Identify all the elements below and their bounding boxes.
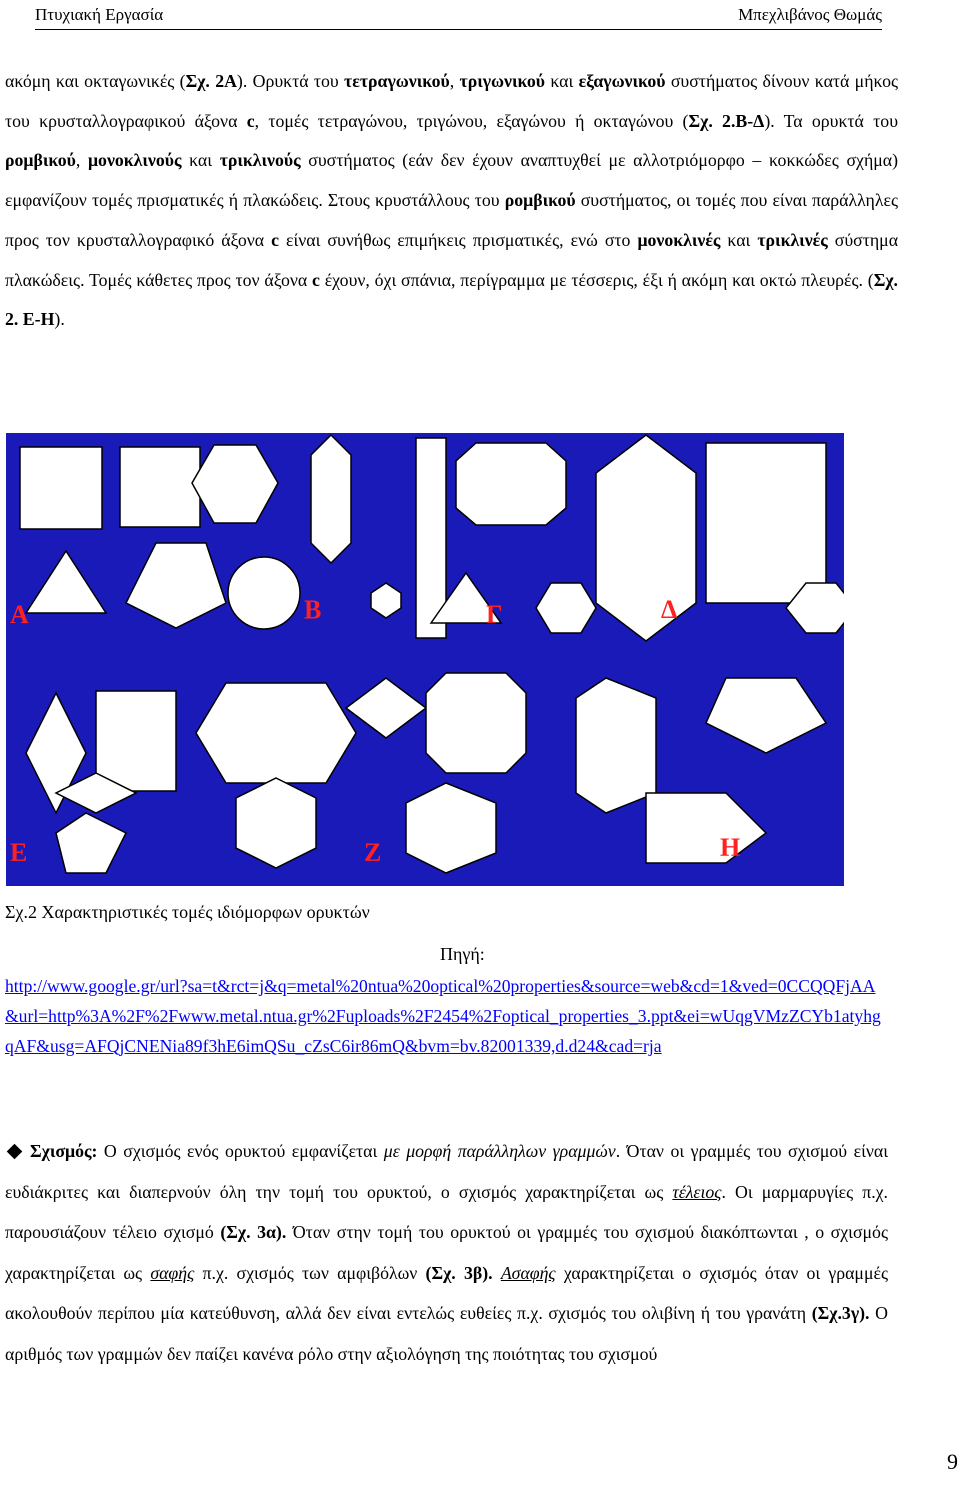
paragraph-cleavage: Σχισμός: Ο σχισμός ενός ορυκτού εμφανίζεται με μορφή παράλληλων γραμμών. Όταν οι γραμμές του σχισμού είναι ευδιάκριτες και διαπερνούν όλη την τομή του ορυκτού, ο σχισμός χαρακτηρίζεται ως τέλειος. Οι μαρμαρυγίες π.χ. παρουσιάζουν τέλειο σχισμό (Σχ. 3α). Όταν στην τομή του ορυκτού οι γραμμές του σχισμού διακόπτωνται , ο σχισμός χαρακτηρίζεται ως σαφής π.χ. σχισμός των αμφιβόλων (Σχ. 3β). Ασαφής χαρακτηρίζεται ο σχισμός όταν οι γραμμές ακολουθούν περίπου μία κατεύθυνση, αλλά δεν είναι εντελώς ευθείες π.χ. σχισμός του ολιβίνη ή του γρανάτη (Σχ.3γ). Ο αριθμός των γραμμών δεν παίζει κανένα ρόλο στην αξιολόγηση της ποιότητας του σχισμού xyxy=(5,1141,888,1364)
figure-label-a: Α xyxy=(10,600,29,629)
header-right: Μπεχλιβάνος Θωμάς xyxy=(738,5,882,24)
page-header xyxy=(35,3,882,30)
square-section xyxy=(20,447,102,529)
hexagon-section-5 xyxy=(236,778,316,868)
figure-label-b: Β xyxy=(304,595,322,624)
figure-label-e: Ε xyxy=(10,838,28,867)
prism-section xyxy=(311,435,351,563)
figure-label-g: Γ xyxy=(486,600,503,629)
octagon-section xyxy=(456,443,566,525)
slab-section xyxy=(576,678,656,813)
paragraph-crystal-sections: ακόμη και οκταγωνικές (Σχ. 2Α). Ορυκτά του τετραγωνικού, τριγωνικού και εξαγωνικού συστήματος δίνουν κατά μήκος του κρυσταλλογραφικού άξονα c, τομές τετραγώνου, τριγώνου, εξαγώνου ή οκταγώνου (Σχ. 2.Β-Δ). Τα ορυκτά του ρομβικού, μονοκλινούς και τρικλινούς συστήματος (εάν δεν έχουν αναπτυχθεί με αλλοτριόμορφο – κοκκώδες σχήμα) εμφανίζουν τομές πρισματικές ή πλακώδεις. Στους κρυστάλλους του ρομβικού συστήματος, οι τομές που είναι παράλληλες προς τον κρυσταλλογραφικό άξονα c είναι συνήθως επιμήκεις πρισματικές, ενώ στο μονοκλινές και τρικλινές σύστημα πλακώδεις. Τομές κάθετες προς τον άξονα c έχουν, όχι σπάνια, περίγραμμα με τέσσερις, έξι ή ακόμη και οκτώ πλευρές. (Σχ. 2. Ε-Η). xyxy=(5,71,899,330)
round-section xyxy=(228,557,300,629)
figure-label-d: Δ xyxy=(661,595,678,624)
diamond-bullet-icon xyxy=(7,1144,23,1160)
rectangular-section-2 xyxy=(96,691,176,791)
source-link[interactable]: http://www.google.gr/url?sa=t&rct=j&q=metal%20ntua%20optical%20properties&source=web&cd=1&ved=0CCQQFjAA&url=http%3A%2F%2Fwww.metal.ntua.gr%2Fuploads%2F2454%2Foptical_properties_3.ppt&ei=wUqgVMzZCYb1atyhgqAF&usg=AFQjCNENia89f3hE6imQSu_cZsC6ir86mQ&bvm=bv.82001339,d.d24&cad=rja xyxy=(5,976,881,1056)
figure-caption: Σχ.2 Χαρακτηριστικές τομές ιδιόμορφων ορυκτών xyxy=(5,902,370,922)
rectangular-section xyxy=(706,443,826,603)
square-section xyxy=(120,447,200,527)
octagon-section-2 xyxy=(426,673,526,773)
elongated-section xyxy=(596,435,696,641)
hexagon-section-4 xyxy=(196,683,356,783)
source-label: Πηγή: xyxy=(440,944,485,964)
page-number: 9 xyxy=(947,1449,958,1474)
figure-label-z: Ζ xyxy=(364,838,382,867)
header-left: Πτυχιακή Εργασία xyxy=(35,5,164,24)
figure-label-h: Η xyxy=(720,833,741,862)
crystal-sections-figure xyxy=(6,433,844,886)
